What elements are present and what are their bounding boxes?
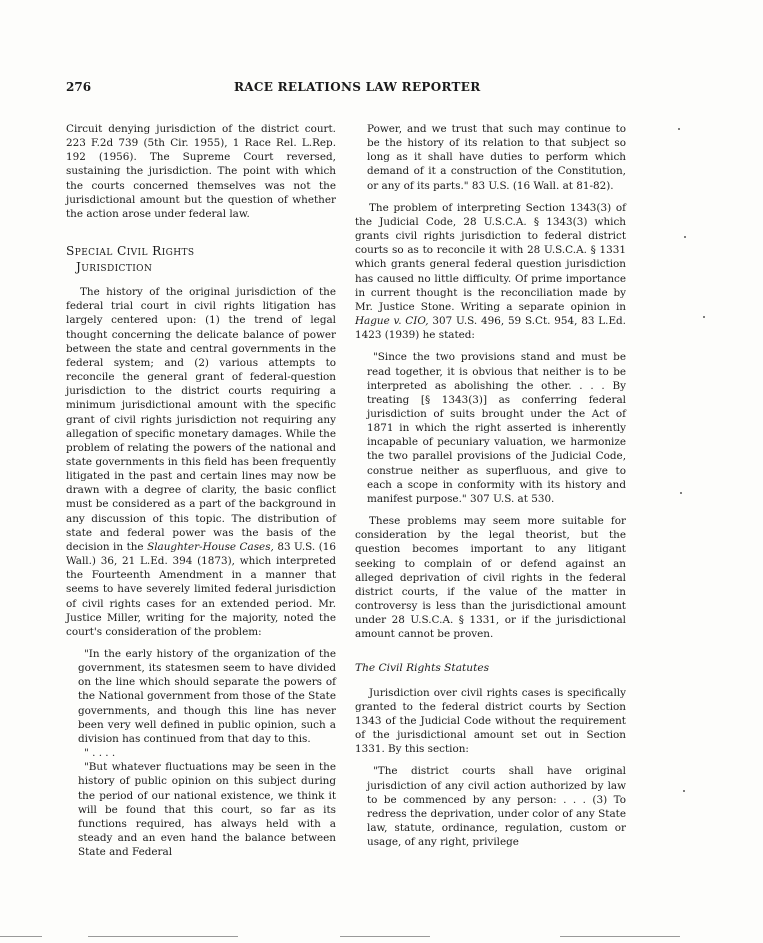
scan-speck — [684, 236, 686, 238]
subsection-heading: The Civil Rights Statutes — [355, 662, 490, 675]
paragraph-problems: These problems may seem more suitable for consideration by the legal theorist, but the question becomes important to any litigant seeking to complain of or defend against an alleged deprivation of civil rights in the federal district courts, if the value of the matter in controversy is less than the jurisdictional amount under 28 U.S.C.A. § 1331, or if the jurisdictional amount cannot be proven. — [355, 515, 626, 641]
scan-speck — [703, 316, 705, 318]
right-column — [355, 122, 626, 849]
case-name-hague: Hague v. CIO, — [355, 315, 429, 328]
block-quote-miller-1: "In the early history of the organization of the government, its statesmen seem to have divided on the line which should separate the powers of the National government from those of the State governments, and though this line has never been very well defined in public opinion, such a division has continued from that day to this. — [78, 648, 336, 745]
page-header — [66, 80, 666, 98]
paragraph-interpreting-text-b: 307 U.S. 496, 59 S.Ct. 954, 83 L.Ed. 1423 (1939) he stated: — [355, 315, 626, 342]
block-quote-continuation: Power, and we trust that such may continue to be the history of its relation to that subject so long as it shall have duties to perform which demand of it a construction of the Constitution, or any of its parts." 83 U.S. (16 Wall. at 81-82). — [367, 123, 626, 192]
paragraph-history-text-a: The history of the original jurisdiction of the federal trial court in civil rights litigation has largely centered upon: (1) the trend of legal thought concerning the delicate balance of power between the state and central governments in the federal system; and (2) various attempts to reconcile the general grant of federal-question jurisdiction to the district courts requiring a minimum jurisdictional amount with the specific grant of civil rights jurisdiction not requiring any allegation of specific monetary damages. While the problem of relating the powers of the national and state governments in this field has been frequently litigated in the past and certain lines may now be drawn with a degree of clarity, the basic conflict must be considered as a part of the background in any discussion of this topic. The distribution of state and federal power was the basis of the decision in the — [66, 286, 336, 553]
paragraph-continuation: Circuit denying jurisdiction of the district court. 223 F.2d 739 (5th Cir. 1955), 1 Race Rel. L.Rep. 192 (1956). The Supreme Court reversed, sustaining the jurisdiction. The point with which the courts concerned themselves was not the jurisdictional amount but the question of whether the action arose under federal law. — [66, 123, 336, 220]
quote-ellipsis: " . . . . — [84, 747, 116, 760]
paragraph-interpreting — [355, 201, 626, 343]
scan-edge-mark — [88, 936, 238, 937]
paragraph-jurisdiction: Jurisdiction over civil rights cases is specifically granted to the federal district courts by Section 1343 of the Judicial Code without the requirement of the jurisdictional amount set out in Section 1331. By this section: — [355, 686, 626, 756]
running-head: RACE RELATIONS LAW REPORTER — [234, 80, 481, 94]
section-heading-line1: Special Civil Rights — [66, 244, 195, 259]
case-name-slaughterhouse: Slaughter-House Cases, — [147, 540, 274, 553]
paragraph-interpreting-text-a: The problem of interpreting Section 1343(3) of the Judicial Code, 28 U.S.C.A. § 1343(3) which grants civil rights jurisdiction to federal district courts so as to reconcile it with 28 U.S.C.A. § 1331 which grants general federal question jurisdiction has caused no little difficulty. Of prime importance in current thought is the reconciliation made by Mr. Justice Stone. Writing a separate opinion in — [355, 201, 626, 313]
block-quote-statute: "The district courts shall have original jurisdiction of any civil action authorized by law to be commenced by any person: . . . (3) To redress the deprivation, under color of any State law, statute, ordinance, regulation, custom or usage, of any right, privilege — [367, 765, 626, 849]
paragraph-history — [66, 285, 336, 639]
scan-speck — [678, 128, 680, 130]
scan-edge-mark — [0, 936, 42, 937]
block-quote-stone: "Since the two provisions stand and must be read together, it is obvious that neither is to be interpreted as abolishing the other. . . . By treating [§ 1343(3)] as conferring federal jurisdiction of suits brought under the Act of 1871 in which the right asserted is inherently incapable of pecuniary valuation, we harmonize the two parallel provisions of the Judicial Code, construe neither as superfluous, and give to each a scope in conformity with its history and manifest purpose." 307 U.S. at 530. — [367, 351, 626, 505]
left-column — [66, 122, 336, 859]
section-heading — [66, 243, 336, 275]
page-number: 276 — [66, 80, 92, 94]
paragraph-history-text-b: 83 U.S. (16 Wall.) 36, 21 L.Ed. 394 (1873), which interpreted the Fourteenth Amendment in a manner that seems to have severely limited federal jurisdiction of civil rights cases for an extended period. Mr. Justice Miller, writing for the majority, noted the court's consideration of the problem: — [66, 540, 336, 638]
scan-speck — [683, 790, 685, 792]
scan-edge-mark — [340, 936, 430, 937]
block-quote-miller-2: "But whatever fluctuations may be seen in the history of public opinion on this subject during the period of our national existence, we think it will be found that this court, so far as its functions required, has always held with a steady and an even hand the balance between State and Federal — [78, 761, 336, 859]
scan-speck — [680, 492, 682, 494]
section-heading-line2: Jurisdiction — [76, 260, 153, 275]
scan-edge-mark — [560, 936, 680, 937]
